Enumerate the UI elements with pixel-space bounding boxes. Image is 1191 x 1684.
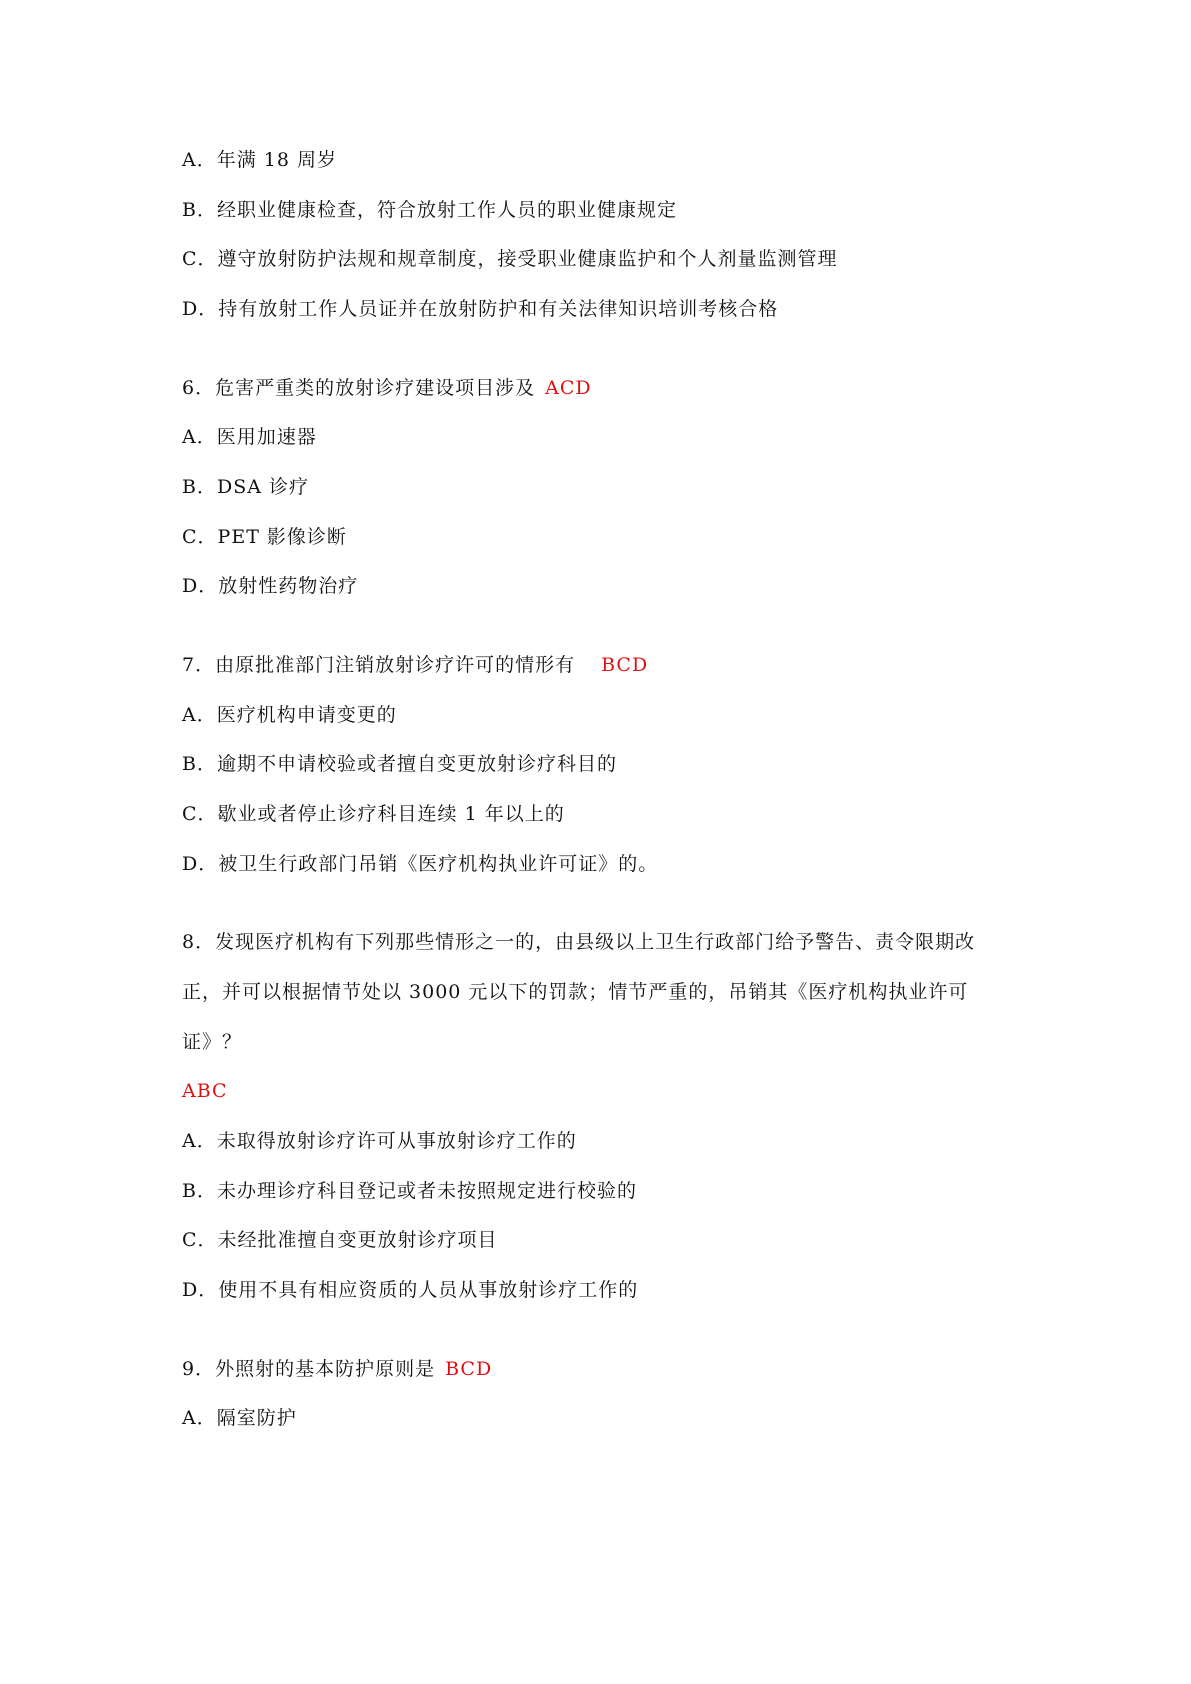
q6-answer: ACD — [545, 377, 592, 399]
q8-option-a: A．未取得放射诊疗许可从事放射诊疗工作的 — [182, 1130, 577, 1152]
q5-option-a: A．年满 18 周岁 — [182, 149, 337, 171]
q9-answer: BCD — [445, 1358, 493, 1380]
q8-option-c: C．未经批准擅自变更放射诊疗项目 — [182, 1229, 498, 1251]
q5-option-c: C．遵守放射防护法规和规章制度，接受职业健康监护和个人剂量监测管理 — [182, 248, 838, 270]
q8-answer-line — [182, 1079, 228, 1103]
q6-option-b: B．DSA 诊疗 — [182, 476, 309, 498]
q7-question — [182, 653, 648, 677]
q8-answer: ABC — [182, 1080, 228, 1102]
q8-stem-line-1: 8．发现医疗机构有下列那些情形之一的，由县级以上卫生行政部门给予警告、责令限期改 — [182, 931, 976, 953]
q6-option-a: A．医用加速器 — [182, 426, 317, 448]
q7-option-b: B．逾期不申请校验或者擅自变更放射诊疗科目的 — [182, 753, 617, 775]
q7-stem: 7．由原批准部门注销放射诊疗许可的情形有 — [182, 654, 576, 676]
q7-option-c: C．歇业或者停止诊疗科目连续 1 年以上的 — [182, 803, 565, 825]
q7-answer: BCD — [601, 654, 649, 676]
q5-option-d: D．持有放射工作人员证并在放射防护和有关法律知识培训考核合格 — [182, 298, 779, 320]
q5-option-b: B．经职业健康检查，符合放射工作人员的职业健康规定 — [182, 199, 677, 221]
q8-stem-line-2: 正，并可以根据情节处以 3000 元以下的罚款；情节严重的，吊销其《医疗机构执业许可 — [182, 981, 969, 1003]
q7-option-a: A．医疗机构申请变更的 — [182, 704, 397, 726]
q9-question — [182, 1357, 492, 1381]
q9-stem: 9．外照射的基本防护原则是 — [182, 1358, 436, 1380]
q6-option-d: D．放射性药物治疗 — [182, 575, 359, 597]
q8-stem-line-3: 证》？ — [182, 1031, 243, 1053]
q8-option-d: D．使用不具有相应资质的人员从事放射诊疗工作的 — [182, 1279, 639, 1301]
q6-stem: 6．危害严重类的放射诊疗建设项目涉及 — [182, 377, 536, 399]
q6-option-c: C．PET 影像诊断 — [182, 526, 347, 548]
q9-option-a: A．隔室防护 — [182, 1407, 297, 1429]
q8-option-b: B．未办理诊疗科目登记或者未按照规定进行校验的 — [182, 1180, 637, 1202]
q7-option-d: D．被卫生行政部门吊销《医疗机构执业许可证》的。 — [182, 853, 659, 875]
q6-question — [182, 376, 592, 400]
